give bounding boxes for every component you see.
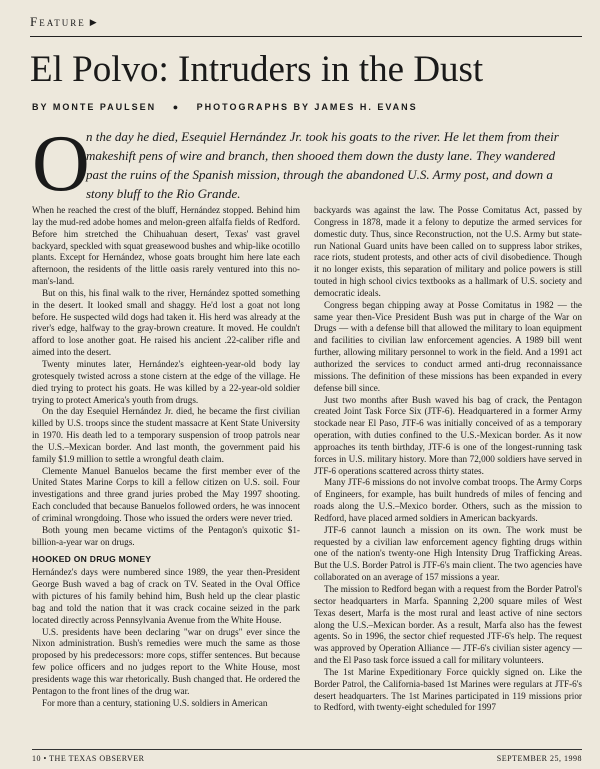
- paragraph: Congress began chipping away at Posse Comitatus in 1982 — the same year then-Vice President Bush was put in charge of the War on Drugs — with a defense bill that allowed the military to loan equipment and facilities to civilian law enforcement agencies. A 1989 bill went further, allowing military personnel to work in the field. And a 1991 act authorized the services to conduct armed anti-drug reconnaissance missions. The definition of these missions has been expanded in every defense bill since.: [314, 299, 582, 393]
- paragraph: JTF-6 cannot launch a mission on its own. The work must be requested by a civilian law enforcement agency fighting drugs within one of the nation's twenty-one High Intensity Drug Trafficking Areas. But the U.S. Border Patrol is JTF-6's main client. The two agencies have collaborated on an average of 157 missions a year.: [314, 524, 582, 583]
- paragraph: The 1st Marine Expeditionary Force quickly signed on. Like the Border Patrol, the California-based 1st Marines were regulars at JTF-6's desert headquarters. The 1st Marines participated in 119 missions prior to Redford, with twenty-eight scheduled for 1997: [314, 666, 582, 713]
- drop-cap: O: [32, 120, 90, 208]
- bottom-rule: [32, 749, 582, 750]
- paragraph: Clemente Manuel Banuelos became the first member ever of the United States Marine Corps to kill a fellow citizen on U.S. soil. Four investigations and three grand juries probed the May 1997 shooting. Each concluded that because Banuelos followed orders, he was innocent of criminal wrongdoing. Those who issued the orders were never tried.: [32, 465, 300, 523]
- paragraph: On the day Esequiel Hernández Jr. died, he became the first civilian killed by U.S. troops since the student massacre at Kent State University in 1970. His death led to a temporary suspension of troop patrols near the U.S.–Mexican border. And last month, the government paid his family $1.9 million to settle a wrongful death claim.: [32, 406, 300, 464]
- paragraph: Both young men became victims of the Pentagon's quixotic $1-billion-a-year war on drugs.: [32, 524, 300, 547]
- paragraph: For more than a century, stationing U.S. soldiers in American: [42, 697, 268, 708]
- footer-page-info: 10 • THE TEXAS OBSERVER: [32, 754, 145, 763]
- paragraph: The mission to Redford began with a request from the Border Patrol's sector headquarters in Marfa. Spanning 2,200 square miles of West Texas desert, Marfa is the most rural and least active of nine sectors along the U.S.–Mexican border. As a result, Marfa also has the fewest agents. So in 1996, the sector chief requested JTF-6's help. The request was approved by Operation Alliance — JTF-6's civilian sister agency — and the El Paso task force issued a call for military volunteers.: [314, 584, 582, 666]
- paragraph: Hernández's days were numbered since 1989, the year then-President George Bush waved a bag of crack on TV. Seated in the Oval Office with pictures of his family behind him, Bush held up the clear plastic bag and told the nation that it was crack cocaine seized in the park located directly across Pennsylvania Avenue from the White House.: [32, 567, 300, 625]
- magazine-page: [22, 8, 582, 763]
- byline-photographer: PHOTOGRAPHS BY JAMES H. EVANS: [196, 102, 418, 112]
- column-right: [314, 205, 582, 740]
- section-tag: [30, 14, 99, 30]
- paragraph: backyards was against the law. The Posse Comitatus Act, passed by Congress in 1878, made it a felony to deputize the armed services for domestic duty. Thus, since Reconstruction, not the U.S. Army but state-run National Guard units have been called on to suppress labor strikes, race riots, student protests, and other acts of civil disobedience. Though it no longer exists, this separation of military and police powers is still touted in high school civics textbooks as a hallmark of U.S. society and democratic ideals.: [314, 205, 582, 298]
- paragraph: Twenty minutes later, Hernández's eighteen-year-old body lay grotesquely twisted across a stone cistern at the edge of the village. He died trying to protect his goats. He was killed by a 22-year-old soldier trying to protect America's youth from drugs.: [32, 358, 300, 405]
- paragraph: Just two months after Bush waved his bag of crack, the Pentagon created Joint Task Force Six (JTF-6). Headquartered in a former Army stockade near El Paso, JTF-6 was initially conceived of as a temporary operation, with duties confined to the U.S.-Mexican border. As it now approaches its tenth birthday, JTF-6 is one of the longest-running task forces in U.S. military history. More than 72,000 soldiers have served in JTF-6 operations scattered across thirty states.: [314, 394, 582, 476]
- article-title: El Polvo: Intruders in the Dust: [30, 49, 484, 90]
- paragraph: When he reached the crest of the bluff, Hernández stopped. Behind him lay the mud-red adobe homes and melon-green alfalfa fields of Redford. Before him stretched the Chihuahuan desert, Texas' vast gravel backyard, speckled with squat greasewood bushes and whip-like ocotillo plants. Except for Hernández, whose goats brought him here late each afternoon, the residents of the little oasis rarely ventured into this no-man's-land.: [32, 205, 300, 287]
- byline: [32, 102, 418, 112]
- bullet-icon: ●: [172, 102, 181, 112]
- paragraph: U.S. presidents have been declaring "war on drugs" ever since the Nixon administration. Bush's remedies were much the same as those proposed by his predecessors: more cops, stiffer sentences. But because few police officers and no judges report to the White House, most presidents wage this war rhetorically. Bush changed that. He ordered the Pentagon to the front lines of the drug war.: [32, 626, 300, 696]
- footer-date: SEPTEMBER 25, 1998: [496, 754, 582, 763]
- subheading: HOOKED ON DRUG MONEY: [32, 554, 152, 565]
- article-body: [32, 205, 582, 740]
- article-lede: n the day he died, Esequiel Hernández Jr. took his goats to the river. He let them from their makeshift pens of wire and branch, then shooed them down the dusty lane. They wandered past the ruins of the Spanish mission, through the abandoned U.S. Army post, and down a stony bluff to the Rio Grande.: [86, 129, 559, 201]
- paragraph: Many JTF-6 missions do not involve combat troops. The Army Corps of Engineers, for example, has built hundreds of miles of fencing and roads along the U.S.–Mexico border. Others, such as the mission to Redford, have placed armed soldiers in American backyards.: [314, 477, 582, 523]
- top-rule: [30, 36, 582, 37]
- section-label: Feature: [30, 14, 86, 29]
- triangle-right-icon: ▶: [89, 16, 99, 27]
- paragraph: But on this, his final walk to the river, Hernández spotted something in the desert. It looked small and shaggy. He'd lost a goat not long before. He suspected wild dogs had taken it. His herd was already at the river's edge, halfway to the gray-brown creature. It moved. He couldn't afford to lose another goat. He raised his ancient .22-caliber rifle and aimed into the desert.: [32, 287, 300, 358]
- byline-author: BY MONTE PAULSEN: [32, 102, 157, 112]
- page-footer: [32, 754, 582, 763]
- column-left: [32, 205, 300, 740]
